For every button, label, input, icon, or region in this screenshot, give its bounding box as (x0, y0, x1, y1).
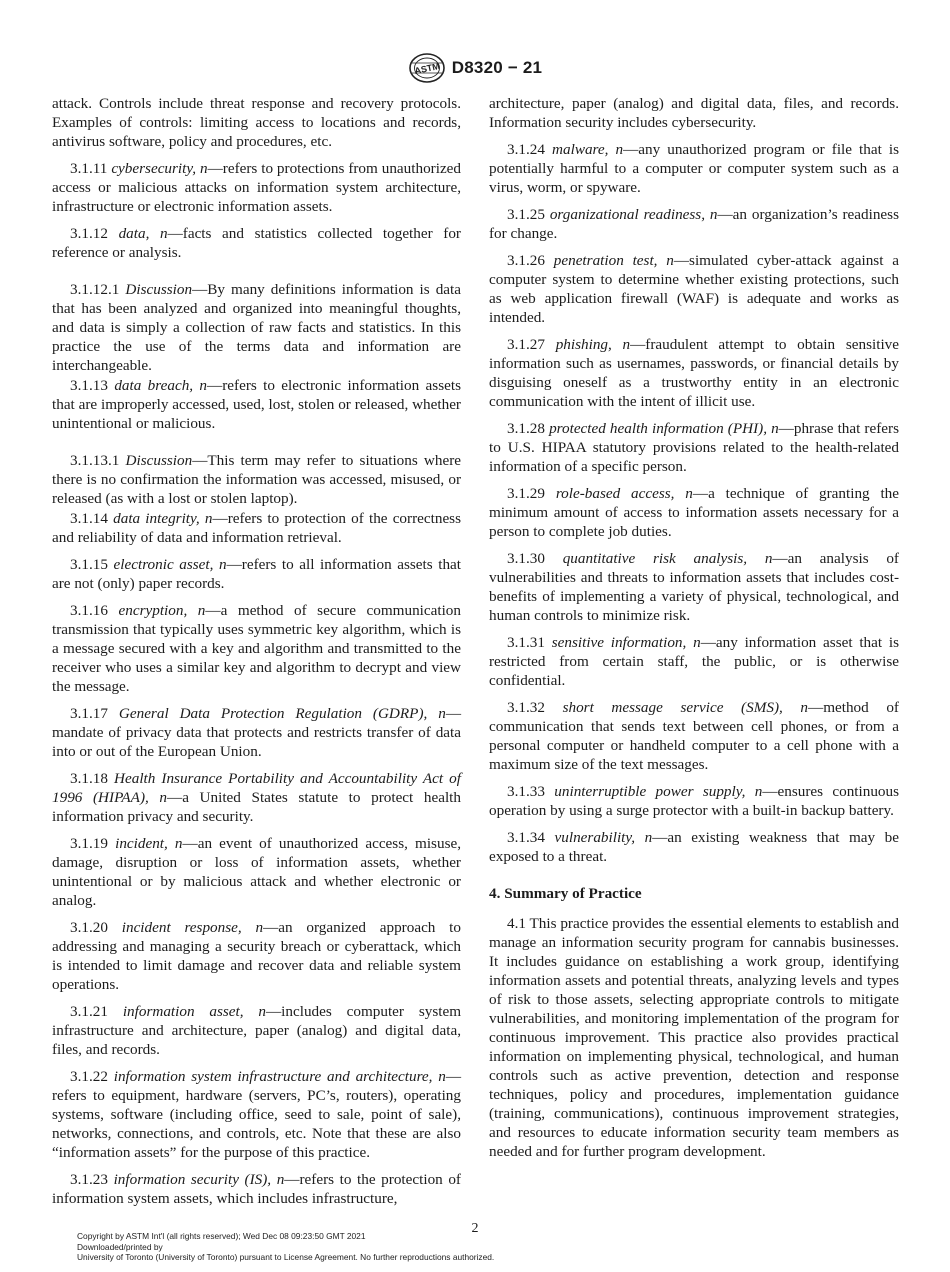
left-column (52, 94, 461, 1216)
definition-text: —fraudulent attempt to obtain sensitive information such as usernames, passwords, or financial details by disguising oneself as a trustworthy entity in an electronic communication with the intent of illicit use. (489, 336, 900, 410)
definition-paragraph (52, 918, 461, 994)
term: short message service (SMS), n (562, 699, 808, 716)
definition-paragraph (489, 828, 899, 866)
definition-paragraph (52, 555, 461, 593)
clause-number: 3.1.25 (507, 206, 545, 223)
definition-paragraph (489, 335, 899, 411)
clause-number: 3.1.13.1 (70, 452, 120, 469)
clause-number: 3.1.20 (70, 919, 108, 936)
term: role-based access, n (555, 485, 693, 502)
definition-paragraph (52, 1002, 461, 1059)
clause-number: 4.1 (507, 915, 526, 932)
term: incident, n (115, 835, 183, 852)
clause-number: 3.1.19 (70, 835, 108, 852)
definition-text: —includes computer system infrastructure and architecture, paper (analog) and digital data, files, and records. (52, 1003, 462, 1058)
paragraph: architecture, paper (analog) and digital data, files, and records. Information security includes cybersecurity. (489, 95, 899, 131)
clause-number: 3.1.24 (507, 141, 545, 158)
term: cybersecurity, n (111, 160, 208, 177)
clause-number: 3.1.11 (70, 160, 108, 177)
document-designation: D8320 − 21 (451, 58, 543, 77)
paragraph: attack. Controls include threat response and recovery protocols. Examples of controls: limiting access to locations and records, antivirus software, policy and procedures, etc. (52, 95, 461, 150)
term: information system infrastructure and architecture, n (113, 1068, 446, 1085)
clause-number: 3.1.13 (70, 377, 108, 394)
discussion-paragraph (52, 280, 461, 375)
clause-number: 3.1.17 (70, 705, 108, 722)
definition-text: —refers to the protection of information system assets, which includes infrastructure, (52, 1171, 461, 1207)
term: uninterruptible power supply, n (554, 783, 763, 800)
clause-number: 3.1.15 (70, 556, 108, 573)
definition-text: —refers to electronic information assets that are improperly accessed, used, lost, stolen or released, whether unintentional or malicious. (52, 377, 461, 432)
term: encryption, n (118, 602, 206, 619)
definition-paragraph (489, 251, 899, 327)
definition-paragraph (489, 205, 899, 243)
definition-text: —simulated cyber-attack against a computer system to determine whether existing protections, such as web application firewall (WAF) is adequate and works as intended. (489, 252, 899, 326)
term: information asset, n (122, 1003, 266, 1020)
footer-line: University of Toronto (University of Toronto) pursuant to License Agreement. No further reproductions authorized. (77, 1252, 495, 1263)
definition-text: —facts and statistics collected together for reference or analysis. (52, 225, 461, 261)
definition-text: —an existing weakness that may be exposed to a threat. (489, 829, 899, 865)
footer-line: Copyright by ASTM Int'l (all rights reserved); Wed Dec 08 09:23:50 GMT 2021 (77, 1231, 366, 1241)
definition-text: —any information asset that is restricted from certain staff, the public, or is otherwise confidential. (489, 634, 899, 689)
definition-text: —By many definitions information is data that has been analyzed and organized into meaningful thoughts, and data is simply a collection of raw facts and statistics. In this practice the use of the terms data and information are interchangeable. (52, 281, 462, 374)
definition-text: —a United States statute to protect health information privacy and security. (52, 789, 461, 825)
page-header (0, 52, 950, 89)
term: information security (IS), n (113, 1171, 285, 1188)
right-column (489, 94, 899, 1169)
clause-number: 3.1.22 (70, 1068, 108, 1085)
term: malware, n (552, 141, 624, 158)
clause-number: 3.1.12.1 (70, 281, 120, 298)
term: quantitative risk analysis, n (562, 550, 773, 567)
definition-text: —This term may refer to situations where there is no confirmation the information was accessed, misused, or released (as with a lost or stolen laptop). (52, 452, 462, 507)
clause-number: 3.1.18 (70, 770, 108, 787)
clause-number: 3.1.16 (70, 602, 108, 619)
term: penetration test, n (553, 252, 674, 269)
definition-paragraph (52, 1170, 461, 1208)
definition-text: —an organization’s readiness for change. (489, 206, 899, 242)
definition-paragraph (52, 704, 461, 761)
page-number: 2 (471, 1221, 479, 1236)
definition-text: —refers to equipment, hardware (servers, PC’s, routers), operating systems, software (including office, seed to sale, point of sale), networks, connections, and controls, etc. Note that these are also “information assets” for the purpose of this practice. (52, 1068, 462, 1161)
clause-number: 3.1.12 (70, 225, 108, 242)
definition-text: —refers to protection of the correctness and reliability of data and information retrieval. (52, 510, 462, 546)
astm-logo-icon (408, 52, 446, 84)
definition-text: —mandate of privacy data that protects and restricts transfer of data into or out of the European Union. (52, 705, 461, 760)
clause-number: 3.1.26 (507, 252, 545, 269)
term: sensitive information, n (551, 634, 701, 651)
definition-text: —method of communication that sends text between cell phones, or from a personal computer or handheld computer to a cell phone with a maximum size of the text messages. (489, 699, 899, 773)
term: organizational readiness, n (549, 206, 718, 223)
term: General Data Protection Regulation (GDRP), n (118, 705, 446, 722)
term: vulnerability, n (554, 829, 653, 846)
definition-paragraph (489, 419, 899, 476)
copyright-footer (77, 1231, 494, 1263)
definition-paragraph (52, 159, 461, 216)
clause-number: 3.1.32 (507, 699, 545, 716)
term: incident response, n (121, 919, 264, 936)
definition-text: —a technique of granting the minimum amount of access to information assets necessary for a person to complete job duties. (489, 485, 900, 540)
definition-paragraph (489, 140, 899, 197)
definition-paragraph (52, 601, 461, 696)
term: data, n (118, 225, 168, 242)
definition-text: —ensures continuous operation by using a surge protector with a built-in backup battery. (489, 783, 900, 819)
term: Health Insurance Portability and Accountability Act of 1996 (HIPAA), n (52, 770, 461, 806)
clause-number: 3.1.28 (507, 420, 545, 437)
definition-paragraph (52, 769, 461, 826)
definition-paragraph (489, 484, 899, 541)
definition-paragraph (489, 698, 899, 774)
definition-text: —refers to all information assets that are not (only) paper records. (52, 556, 462, 592)
discussion-paragraph (52, 451, 461, 508)
paragraph-text: This practice provides the essential elements to establish and manage an information security program for cannabis businesses. It includes guidance on establishing a work group, identifying information assets and potential threats, analyzing levels and types of risk to those assets, selecting appropriate controls to mitigate vulnerabilities, and monitoring implementation of the program for continuous improvement. This practice also provides practical information on implementing physical, technological, and human controls such as active prevention, detection and response techniques, policy and procedures, implementation guidance (training, communications), continuous improvement strategies, and resources to educate information security team members as needed and for further program development. (489, 915, 899, 1160)
definition-paragraph (489, 782, 899, 820)
definition-text: —an event of unauthorized access, misuse, damage, disruption or loss of information assets, whether unintentional or by malicious attack and whether electronic or analog. (52, 835, 462, 909)
definition-paragraph (52, 834, 461, 910)
clause-number: 3.1.30 (507, 550, 545, 567)
definition-text: —phrase that refers to U.S. HIPAA statutory provisions related to the health-related information of a specific person. (489, 420, 899, 475)
term: electronic asset, n (113, 556, 227, 573)
definition-text: —any unauthorized program or file that is potentially harmful to a computer or computer system such as a virus, worm, or spyware. (489, 141, 900, 196)
footer-line: Downloaded/printed by (77, 1241, 163, 1252)
clause-number: 3.1.29 (507, 485, 545, 502)
term: phishing, n (555, 336, 631, 353)
section-heading: 4. Summary of Practice (489, 885, 642, 902)
definition-paragraph (489, 633, 899, 690)
definition-text: —an organized approach to addressing and managing a security breach or cyberattack, which is intended to limit damage and recover data and reliable system operations. (52, 919, 461, 993)
term: Discussion (125, 281, 193, 298)
definition-paragraph (489, 549, 899, 625)
summary-paragraph (489, 914, 899, 1161)
term: data breach, n (114, 377, 208, 394)
definition-paragraph (52, 376, 461, 433)
clause-number: 3.1.34 (507, 829, 545, 846)
definition-paragraph (52, 509, 461, 547)
term: data integrity, n (113, 510, 213, 527)
clause-number: 3.1.33 (507, 783, 545, 800)
clause-number: 3.1.23 (70, 1171, 108, 1188)
clause-number: 3.1.21 (70, 1003, 108, 1020)
definition-text: —refers to protections from unauthorized access or malicious attacks on information system architecture, infrastructure or electronic information assets. (52, 160, 462, 215)
clause-number: 3.1.31 (507, 634, 545, 651)
definition-paragraph (52, 1067, 461, 1162)
term: protected health information (PHI), n (549, 420, 779, 437)
definition-text: —a method of secure communication transmission that typically uses symmetric key algorithm, which is a message secured with a key and algorithm and transmitted to the receiver who uses a similar key and algorithm to decrypt and view the message. (52, 602, 461, 695)
definition-paragraph (52, 224, 461, 262)
definition-text: —an analysis of vulnerabilities and threats to information assets that includes cost-benefits of implementing a variety of physical, technological, and human controls to minimize risk. (489, 550, 899, 624)
term: Discussion (125, 452, 193, 469)
logo-text: ASTM (413, 60, 441, 77)
clause-number: 3.1.27 (507, 336, 545, 353)
clause-number: 3.1.14 (70, 510, 108, 527)
